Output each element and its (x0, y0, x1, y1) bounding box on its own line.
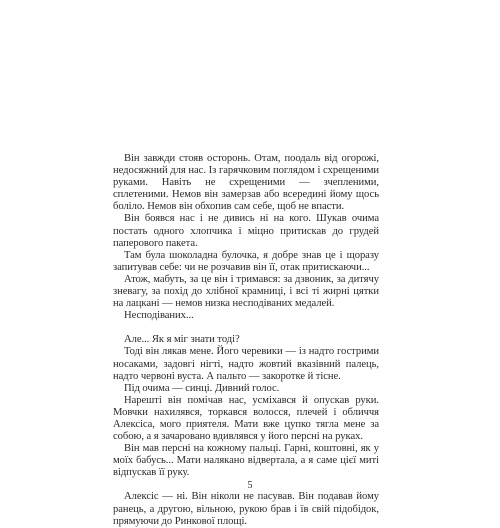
paragraph: Алексіс — ні. Він ніколи не пасував. Він подавав йому ранець, а другою, вільною, рукою брав і їв свій підобідок, прямуючи до Ринкової площі. (113, 491, 379, 527)
paragraph: Несподіваних... (124, 310, 194, 322)
page-number: 5 (247, 480, 253, 491)
paragraph: Тоді він лякав мене. Його черевики — із надто гострими носаками, задовгі нігті, надто жовтий вказівний палець, надто червоні вуста. А пальто — закоротке й тісне. (113, 346, 379, 382)
paragraph: Але... Як я міг знати тоді? (124, 334, 240, 346)
paragraph: Він боявся нас і не дивись ні на кого. Шукав очима постать одного хлопчика і міцно притискав до грудей паперового пакета. (113, 213, 379, 249)
paragraph: Він завжди стояв осторонь. Отам, поодаль від огорожі, недосяжний для нас. Із гарячковим поглядом і схрещеними руками. Навіть не схрещеними — зчепленими, сплетеними. Немов він замерзав або всередині йому щось боліло. Немов він обхопив сам себе, щоб не впасти. (113, 153, 379, 213)
paragraph: Нарешті він помічав нас, усміхався й опускав руки. Мовчки нахилявся, торкався волосся, плечей і обличчя Алексіса, мого приятеля. Мати вже цупко тягла мене за собою, а я зачаровано вдивлявся у його персні на руках. (113, 394, 379, 443)
body-text (113, 153, 379, 528)
paragraph: Він мав персні на кожному пальці. Гарні, коштовні, як у моїх бабусь... Мати налякано відвертала, а я саме цієї миті відпускав її руку. (113, 443, 379, 479)
paragraph: Під очима — синці. Дивний голос. (124, 382, 280, 394)
paragraph: Там була шоколадна булочка, я добре знав це і щоразу запитував себе: чи не розчавив він її, отак притискаючи... (113, 249, 379, 273)
paragraph: Атож, мабуть, за це він і тримався: за дзвоник, за дитячу зневагу, за похід до хлібної крамниці, і всі ті жирні цятки на лацкані — немов низка несподіваних медалей. (113, 273, 379, 310)
